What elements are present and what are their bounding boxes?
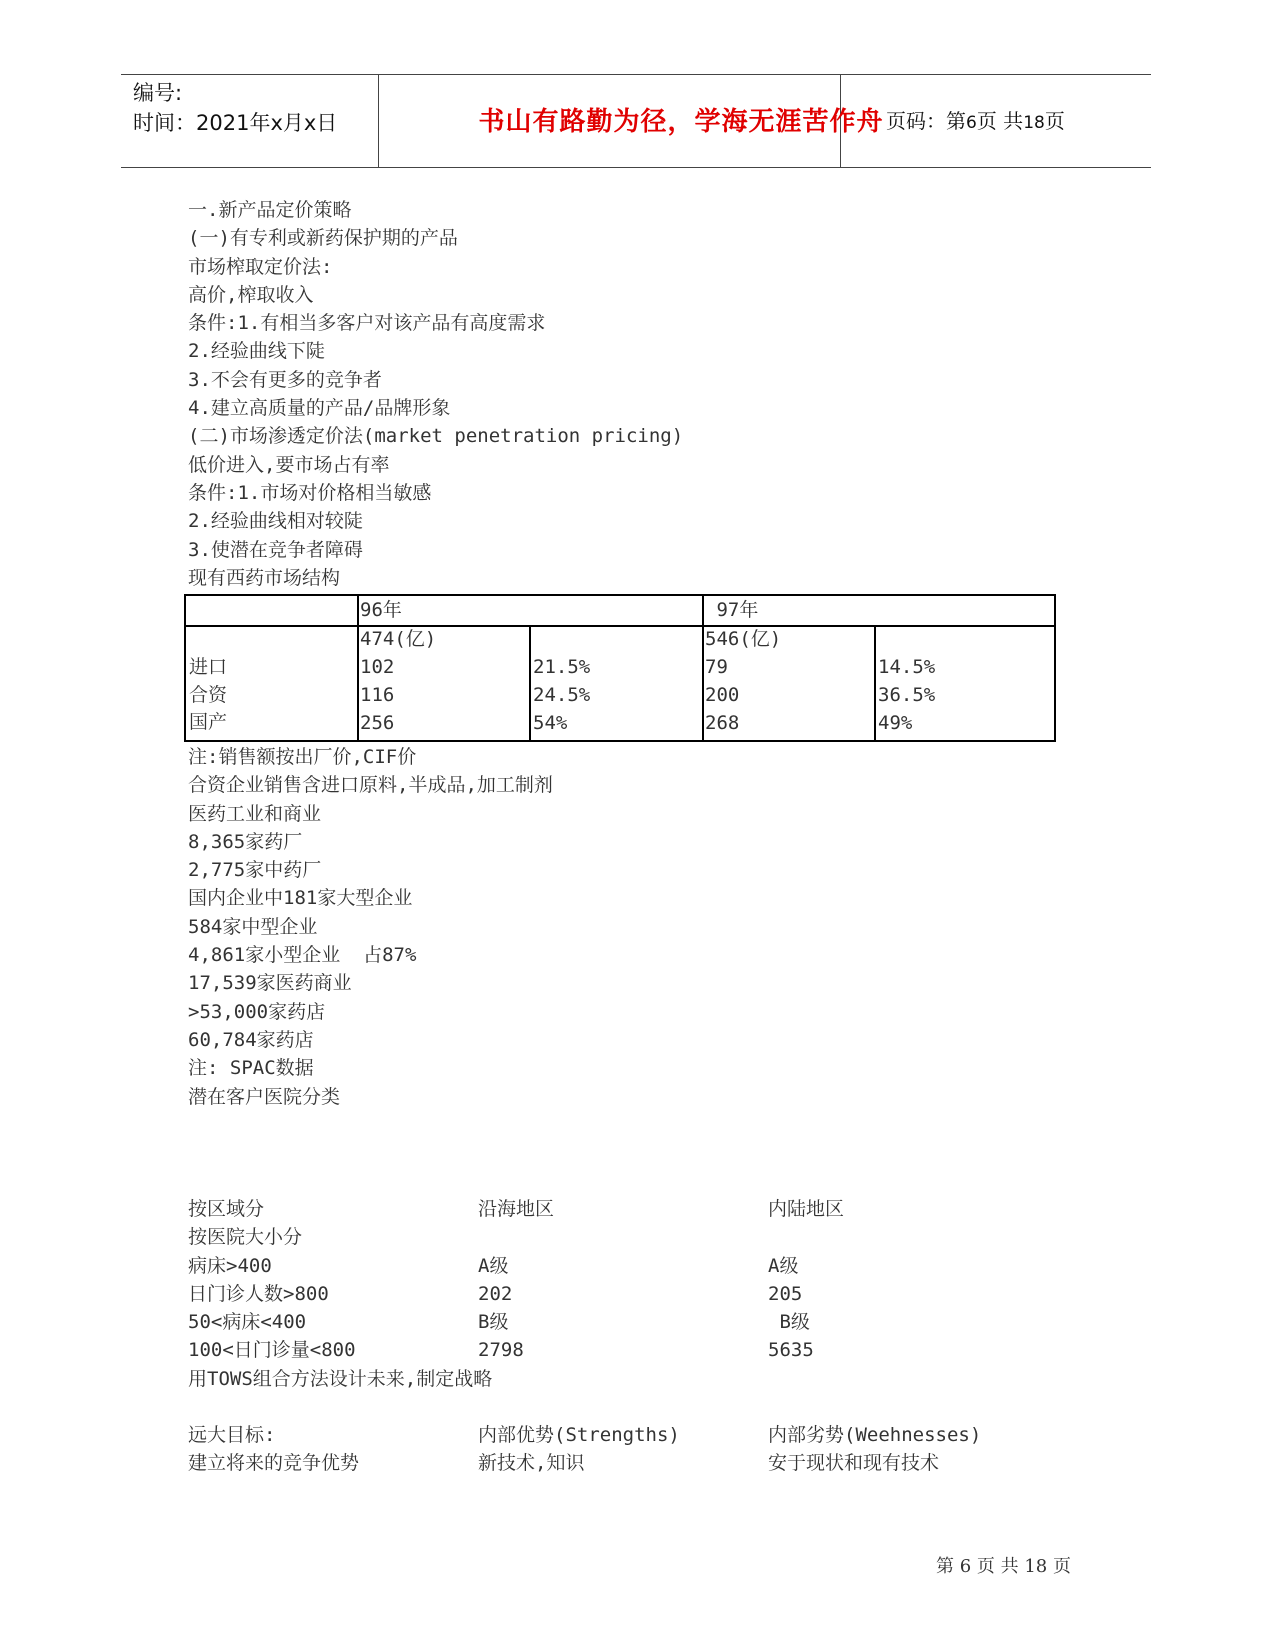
- page-footer: 第 6 页 共 18 页: [936, 1556, 1071, 1577]
- hospital-cell: B级: [478, 1311, 509, 1334]
- table-cell: 102: [360, 656, 395, 678]
- table-cell: 14.5%: [878, 656, 936, 678]
- hospital-row: [188, 1308, 810, 1336]
- strategy-cell: 内部优势(Strengths): [478, 1424, 680, 1446]
- text-line: 2.经验曲线相对较陡: [188, 510, 363, 533]
- text-line: 合资企业销售含进口原料,半成品,加工制剂: [188, 774, 553, 797]
- table-cell: 79: [705, 656, 728, 678]
- text-line: 低价进入,要市场占有率: [188, 453, 390, 476]
- hospital-cell: 按区域分: [188, 1198, 265, 1220]
- hospital-row: [188, 1252, 799, 1280]
- document-time-label: 时间：2021年x月x日: [133, 111, 338, 135]
- header-divider: [378, 75, 379, 167]
- text-line: 条件:1.市场对价格相当敏感: [188, 481, 432, 504]
- hospital-cell: 50<病床<400: [188, 1311, 307, 1334]
- hospital-row: [188, 1223, 303, 1251]
- hospital-row: [188, 1336, 814, 1364]
- text-line: 2,775家中药厂: [188, 859, 322, 882]
- text-line: 4.建立高质量的产品/品牌形象: [188, 397, 451, 420]
- hospital-cell: 205: [768, 1282, 803, 1305]
- hospital-cell: 5635: [768, 1339, 814, 1362]
- table-cell: 256: [360, 712, 395, 734]
- hospital-row: [188, 1280, 803, 1308]
- text-line: 潜在客户医院分类: [188, 1085, 341, 1108]
- hospital-classification: [188, 1195, 845, 1393]
- strategy-cell: 安于现状和现有技术: [768, 1452, 940, 1475]
- table-cell: 54%: [533, 712, 568, 734]
- table-divider: [357, 596, 359, 740]
- table-divider: [186, 625, 1054, 627]
- header-meta: [133, 78, 337, 138]
- hospital-cell: A级: [768, 1254, 799, 1277]
- table-cell: 116: [360, 684, 395, 706]
- subsection-heading: (一)有专利或新药保护期的产品: [188, 227, 458, 250]
- page-label-middle: 页 共: [976, 109, 1024, 133]
- document-number-label: 编号:: [133, 81, 183, 105]
- table-cell: 36.5%: [878, 684, 936, 706]
- hospital-cell: 沿海地区: [478, 1198, 555, 1220]
- page-current: 6: [966, 113, 977, 133]
- header-page-indicator: [886, 105, 1065, 134]
- page-label-suffix: 页: [1044, 109, 1065, 133]
- text-line: 条件:1.有相当多客户对该产品有高度需求: [188, 312, 546, 335]
- row-label-joint-venture: 合资: [189, 684, 228, 706]
- total-97: 546(亿): [705, 628, 782, 650]
- text-line: 584家中型企业: [188, 915, 318, 938]
- table-cell: 268: [705, 712, 740, 734]
- hospital-row: [188, 1195, 845, 1223]
- table-cell: 24.5%: [533, 684, 591, 706]
- document-body: [188, 196, 683, 592]
- strategy-cell: 建立将来的竞争优势: [188, 1452, 360, 1475]
- strategy-cell: 新技术,知识: [478, 1452, 585, 1475]
- table-divider: [702, 596, 704, 740]
- hospital-cell: 内陆地区: [768, 1198, 845, 1220]
- hospital-cell: B级: [768, 1311, 810, 1334]
- text-line: 国内企业中181家大型企业: [188, 887, 413, 910]
- table-cell: 21.5%: [533, 656, 591, 678]
- page-total: 18: [1023, 113, 1045, 133]
- table-caption: 现有西药市场结构: [188, 566, 341, 589]
- text-line: 2.经验曲线下陡: [188, 340, 325, 363]
- total-96: 474(亿): [360, 628, 437, 650]
- year-96-header: 96年: [360, 599, 402, 621]
- table-divider: [529, 626, 531, 742]
- hospital-cell: 100<日门诊量<800: [188, 1339, 356, 1362]
- year-97-header: 97年: [705, 599, 759, 621]
- text-line: 注:销售额按出厂价,CIF价: [188, 746, 417, 768]
- hospital-cell: 按医院大小分: [188, 1226, 303, 1249]
- strategy-cell: 内部劣势(Weehnesses): [768, 1424, 982, 1446]
- strategy-row: [188, 1421, 982, 1449]
- tows-line: [188, 1365, 493, 1393]
- text-line: 高价,榨取收入: [188, 283, 314, 306]
- hospital-cell: 病床>400: [188, 1254, 272, 1277]
- text-line: 医药工业和商业: [188, 802, 322, 825]
- hospital-cell: 日门诊人数>800: [188, 1282, 329, 1305]
- text-line: 注: SPAC数据: [188, 1057, 314, 1080]
- strategy-table: [188, 1421, 982, 1478]
- row-label-import: 进口: [189, 656, 228, 678]
- hospital-cell: A级: [478, 1254, 509, 1277]
- text-line: 市场榨取定价法:: [188, 255, 333, 278]
- text-line: 3.使潜在竞争者障碍: [188, 538, 363, 561]
- table-divider: [874, 626, 876, 742]
- page-label-prefix: 页码：第: [886, 109, 966, 133]
- row-label-domestic: 国产: [189, 711, 228, 733]
- hospital-cell: 2798: [478, 1339, 524, 1362]
- notes-block: [188, 743, 553, 1111]
- text-line: 4,861家小型企业 占87%: [188, 944, 417, 967]
- text-line: 60,784家药店: [188, 1028, 314, 1051]
- hospital-cell: 202: [478, 1282, 513, 1305]
- text-line: 8,365家药厂: [188, 830, 303, 853]
- text-line: >53,000家药店: [188, 1000, 326, 1023]
- section-heading: 一.新产品定价策略: [188, 199, 352, 221]
- strategy-cell: 远大目标:: [188, 1424, 276, 1446]
- table-cell: 200: [705, 684, 740, 706]
- market-structure-table: [184, 594, 1056, 742]
- text-line: 用TOWS组合方法设计未来,制定战略: [188, 1367, 493, 1390]
- subsection-heading: (二)市场渗透定价法(market penetration pricing): [188, 425, 684, 448]
- page-header: [121, 74, 1151, 168]
- table-cell: 49%: [878, 712, 913, 734]
- text-line: 17,539家医药商业: [188, 972, 352, 995]
- text-line: 3.不会有更多的竞争者: [188, 368, 382, 391]
- header-motto: 书山有路勤为径，学海无涯苦作舟: [478, 107, 884, 137]
- strategy-row: [188, 1449, 940, 1477]
